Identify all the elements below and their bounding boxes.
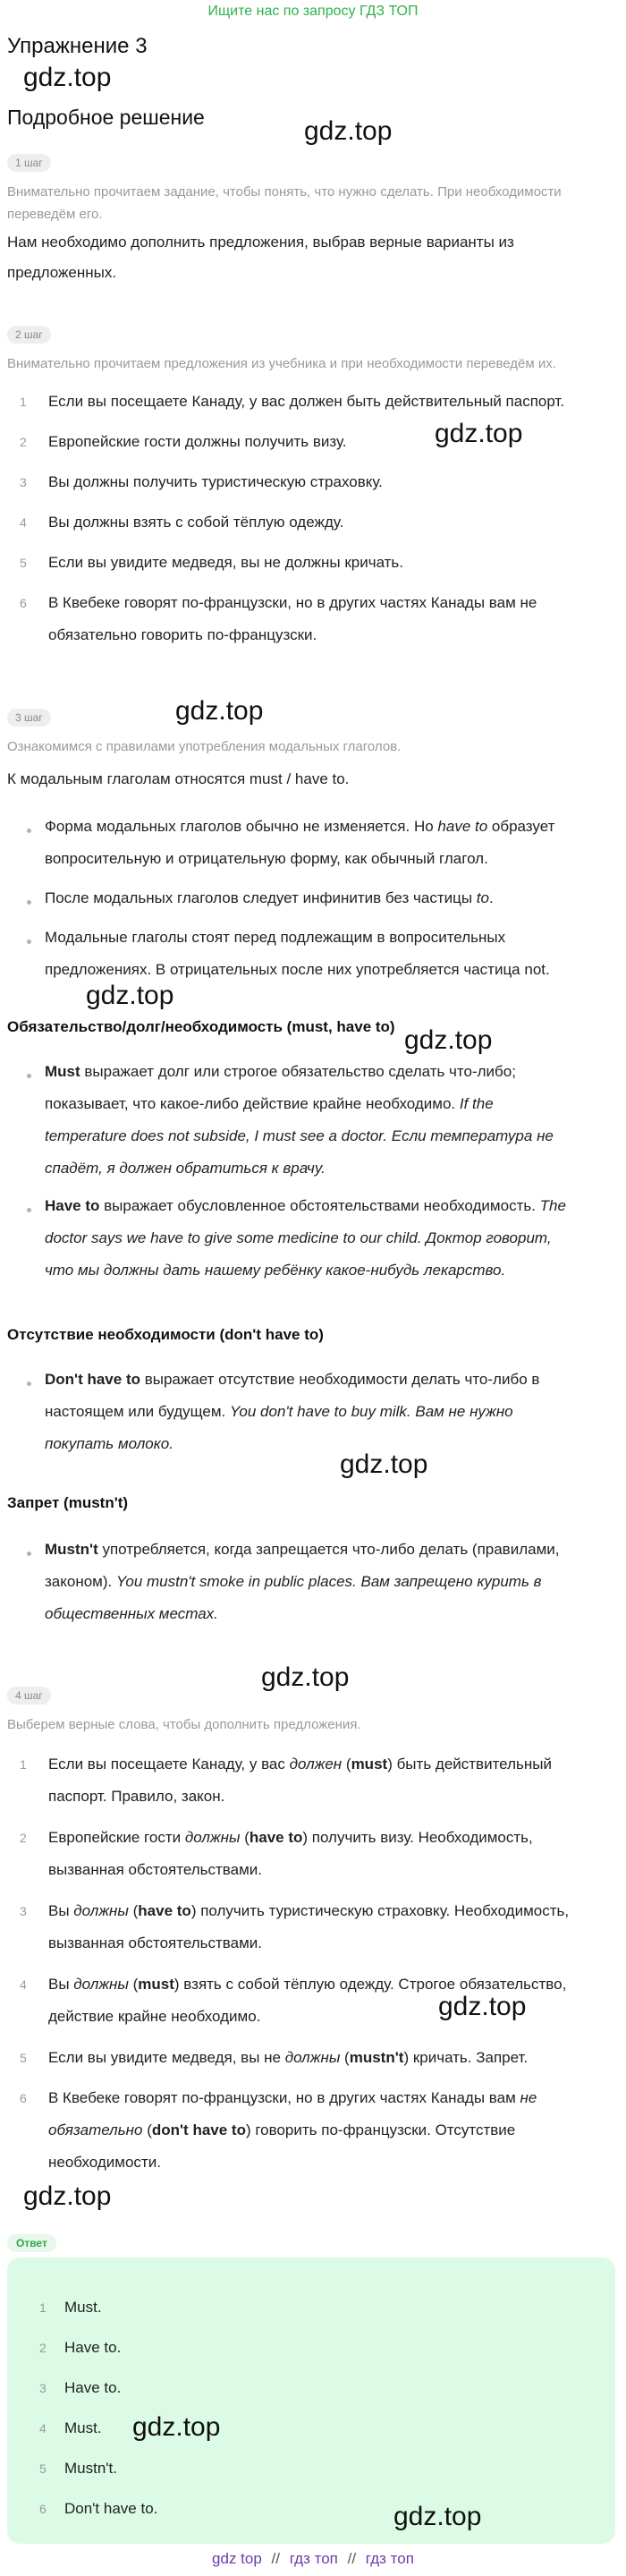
footer-separator: // <box>347 2550 357 2567</box>
bullet <box>27 1552 31 1556</box>
text-line: предложенных. <box>7 264 117 281</box>
rule-heading: Обязательство/долг/необходимость (must, have to) <box>7 1018 395 1035</box>
bullet <box>27 939 31 944</box>
watermark: gdz.top <box>132 2412 221 2442</box>
watermark: gdz.top <box>86 981 174 1010</box>
watermark: gdz.top <box>340 1450 428 1479</box>
answer-item: 6 Don't have to. <box>39 2500 158 2517</box>
search-banner: Ищите нас по запросу ГДЗ ТОП <box>207 4 419 19</box>
list-item: 3 Вы должны (have to) получить туристическую страховку. Необходимость, вызванная обстоятельствами. <box>20 1902 570 1951</box>
list-item: 3 Вы должны получить туристическую страховку. <box>20 473 383 490</box>
list-item: 2 Европейские гости должны получить визу. <box>20 433 347 450</box>
section-subtitle: Подробное решение <box>7 106 205 129</box>
answer-item: 1 Must. <box>39 2299 102 2316</box>
bullet-text: Must выражает долг или строгое обязательство сделать что-либо; показывает, что какое-либо действие крайне необходимо. If the temperature does not subside, I must see a doctor. Если температура не спадёт, я должен обратиться к врачу. <box>45 1063 554 1177</box>
step-description: Внимательно прочитаем предложения из учебника и при необходимости переведём их. <box>7 356 556 371</box>
step-badge: 1 шаг <box>7 154 51 172</box>
watermark: gdz.top <box>261 1662 350 1692</box>
bullet-text: Don't have to выражает отсутствие необходимости делать что-либо в настоящем или будущем. You don't have to buy milk. Вам не нужно покупать молоко. <box>45 1371 540 1452</box>
watermark: gdz.top <box>304 116 393 146</box>
watermark: gdz.top <box>404 1025 493 1055</box>
list-item: 4 Вы должны взять с собой тёплую одежду. <box>20 514 344 531</box>
step-description <box>7 181 624 225</box>
text-line: Нам необходимо дополнить предложения, выбрав верные варианты из <box>7 234 514 251</box>
item-line: обязательно говорить по-французски. <box>48 626 317 643</box>
list-item: 2 Европейские гости должны (have to) получить визу. Необходимость, вызванная обстоятельствами. <box>20 1829 533 1878</box>
answer-item: 2 Have to. <box>39 2339 122 2356</box>
desc-line: переведём его. <box>7 207 103 222</box>
list-item: 6 В Квебеке говорят по-французски, но в других частях Канады вам не обязательно (don't have to) говорить по-французски. Отсутствие необходимости. <box>20 2089 537 2171</box>
bullet-text: После модальных глаголов следует инфинитив без частицы to. <box>45 889 494 906</box>
list-item: 4 Вы должны (must) взять с собой тёплую одежду. Строгое обязательство, действие крайне необходимо. <box>20 1976 567 2025</box>
step-badge: 4 шаг <box>7 1687 51 1705</box>
answer-box <box>7 2257 615 2544</box>
bullet-text: Mustn't употребляется, когда запрещается что-либо делать (правилами, законом). You mustn't smoke in public places. Вам запрещено курить в общественных местах. <box>45 1541 560 1622</box>
footer-links <box>0 2550 626 2568</box>
watermark: gdz.top <box>438 1992 527 2021</box>
step-badge: 2 шаг <box>7 326 51 344</box>
rule-heading: Запрет (mustn't) <box>7 1494 129 1511</box>
bullet <box>27 829 31 833</box>
watermark: gdz.top <box>175 696 264 726</box>
list-item: 5 Если вы увидите медведя, вы не должны кричать. <box>20 554 404 571</box>
page-title: Упражнение 3 <box>7 34 148 58</box>
bullet <box>27 1208 31 1212</box>
step-text <box>7 227 615 288</box>
bullet <box>27 900 31 905</box>
bullet <box>27 1382 31 1386</box>
bullet <box>27 1074 31 1078</box>
rule-heading: Отсутствие необходимости (don't have to) <box>7 1326 324 1343</box>
list-item: 1 Если вы посещаете Канаду, у вас должен быть действительный паспорт. <box>20 393 565 410</box>
footer-separator: // <box>271 2550 280 2567</box>
answer-item: 4 Must. <box>39 2419 102 2436</box>
list-item: 5 Если вы увидите медведя, вы не должны (mustn't) кричать. Запрет. <box>20 2049 529 2066</box>
answer-badge: Ответ <box>7 2234 56 2252</box>
step-badge: 3 шаг <box>7 709 51 727</box>
item-line: В Квебеке говорят по-французски, но в других частях Канады вам не <box>48 594 537 611</box>
footer-link[interactable]: гдз топ <box>365 2550 414 2567</box>
step-intro: К модальным глаголам относятся must / have to. <box>7 770 350 787</box>
watermark: gdz.top <box>23 2181 112 2211</box>
watermark: gdz.top <box>435 419 523 448</box>
step-description: Ознакомимся с правилами употребления модальных глаголов. <box>7 739 402 754</box>
bullet-text: Форма модальных глаголов обычно не изменяется. Но have to образует вопросительную и отрицательную форму, как обычный глагол. <box>45 818 555 867</box>
step-description: Выберем верные слова, чтобы дополнить предложения. <box>7 1717 361 1732</box>
footer-link[interactable]: гдз топ <box>289 2550 338 2567</box>
watermark: gdz.top <box>23 63 112 92</box>
watermark: gdz.top <box>393 2502 482 2531</box>
list-item: 6 В Квебеке говорят по-французски, но в других частях Канады вам не обязательно говорить по-французски. <box>20 594 537 643</box>
footer-link[interactable]: gdz top <box>212 2550 262 2567</box>
desc-line: Внимательно прочитаем задание, чтобы понять, что нужно сделать. При необходимости <box>7 184 562 200</box>
list-item: 1 Если вы посещаете Канаду, у вас должен (must) быть действительный паспорт. Правило, закон. <box>20 1756 552 1805</box>
answer-item: 3 Have to. <box>39 2379 122 2396</box>
answer-item: 5 Mustn't. <box>39 2460 117 2477</box>
bullet-text: Модальные глаголы стоят перед подлежащим в вопросительных предложениях. В отрицательных после них употребляется частица not. <box>45 929 550 978</box>
bullet-text: Have to выражает обусловленное обстоятельствами необходимость. The doctor says we have to give some medicine to our child. Доктор говорит, что мы должны дать нашему ребёнку какое-нибудь лекарство. <box>45 1197 566 1279</box>
